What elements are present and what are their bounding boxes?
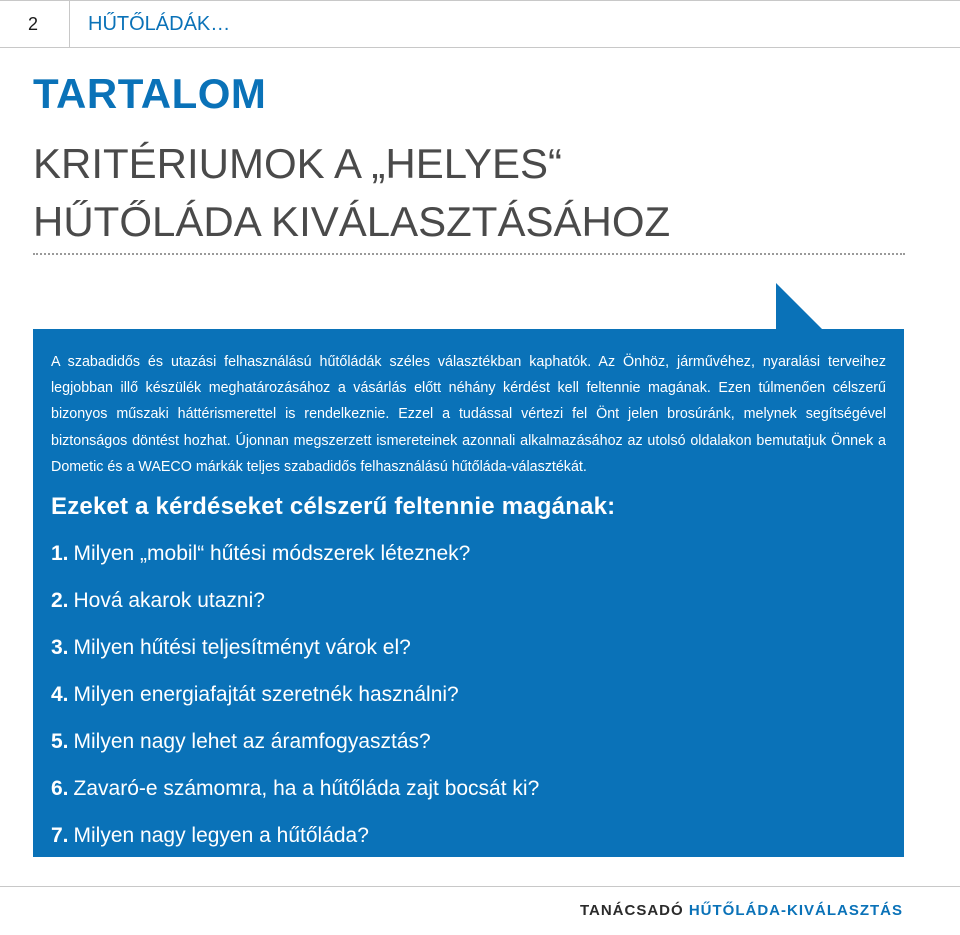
section-title: TARTALOM — [33, 70, 267, 117]
question-text: Milyen hűtési teljesítményt várok el? — [73, 636, 411, 660]
question-text: Milyen energiafajtát szeretnék használni? — [73, 683, 459, 707]
footer-divider — [0, 886, 960, 887]
question-text: Milyen „mobil“ hűtési módszerek léteznek? — [73, 542, 471, 566]
question-text: Hová akarok utazni? — [73, 589, 265, 613]
section-subtitle — [33, 135, 670, 251]
list-item — [51, 577, 886, 624]
footer-part-2: HŰTŐLÁDA-KIVÁLASZTÁS — [688, 902, 903, 919]
question-number: 1. — [51, 542, 69, 566]
question-number: 5. — [51, 730, 69, 754]
question-text: Zavaró-e számomra, ha a hűtőláda zajt bocsát ki? — [73, 777, 540, 801]
question-number: 3. — [51, 636, 69, 660]
question-number: 2. — [51, 589, 69, 613]
list-item — [51, 624, 886, 671]
page-number: 2 — [0, 1, 70, 47]
panel-corner-tab — [776, 283, 822, 329]
questions-heading: Ezeket a kérdéseket célszerű feltennie magának: — [51, 493, 616, 521]
page-header — [0, 0, 960, 48]
footer-label — [580, 902, 903, 920]
question-number: 4. — [51, 683, 69, 707]
content-panel — [33, 329, 904, 857]
list-item — [51, 765, 886, 812]
subtitle-line-1: KRITÉRIUMOK A „HELYES“ — [33, 140, 562, 187]
running-head: HŰTŐLÁDÁK… — [88, 13, 231, 35]
list-item — [51, 530, 886, 577]
footer-part-1: TANÁCSADÓ — [579, 902, 684, 919]
list-item — [51, 812, 886, 859]
question-text: Milyen nagy legyen a hűtőláda? — [73, 824, 369, 848]
question-list — [51, 530, 886, 859]
question-number: 6. — [51, 777, 69, 801]
question-number: 7. — [51, 824, 69, 848]
subtitle-line-2: HŰTŐLÁDA KIVÁLASZTÁSÁHOZ — [33, 198, 671, 245]
question-text: Milyen nagy lehet az áramfogyasztás? — [73, 730, 431, 754]
dotted-divider — [33, 253, 905, 255]
list-item — [51, 718, 886, 765]
list-item — [51, 671, 886, 718]
intro-paragraph: A szabadidős és utazási felhasználású hűtőládák széles választékban kaphatók. Az Önhöz, járművéhez, nyaralási terveihez legjobban illő készülék meghatározásához a vásárlás előtt néhány kérdést kell feltennie magának. Ezen túlmenően célszerű bizonyos műszaki háttérismerettel is rendelkeznie. Ezzel a tudással vértezi fel Önt jelen brosúránk, melynek segítségével biztonságos döntést hozhat. Újonnan megszerzett ismereteinek azonnali alkalmazásához az utolsó oldalakon bemutatjuk Önnek a Dometic és a WAECO márkák teljes szabadidős felhasználású hűtőláda-választékát. — [51, 354, 886, 475]
